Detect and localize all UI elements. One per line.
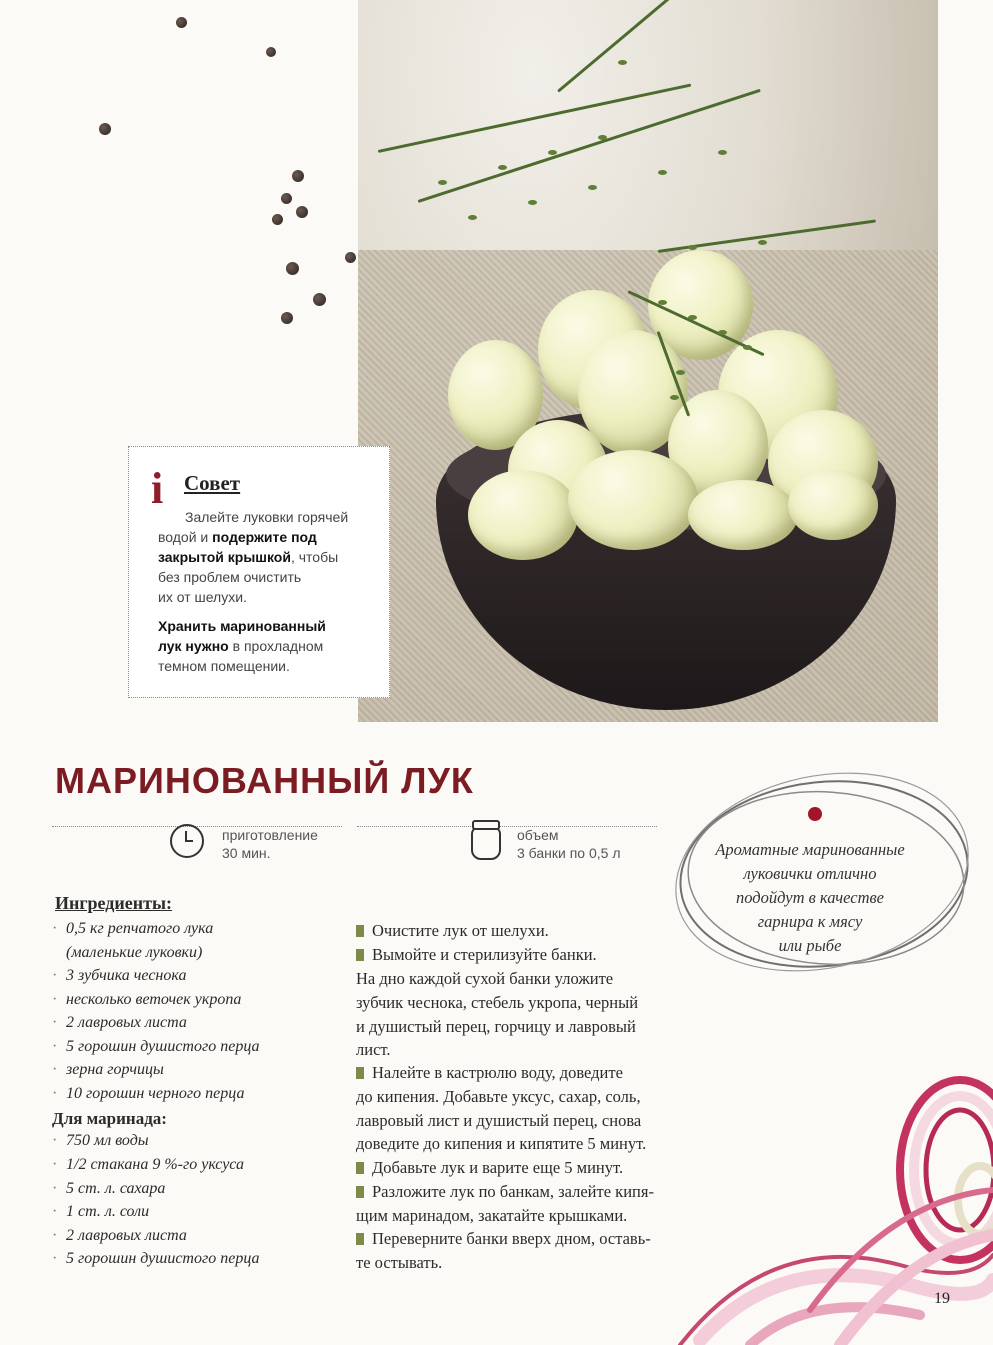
accent-dot [808, 807, 822, 821]
step-line: доведите до кипения и кипятите 5 минут. [356, 1134, 647, 1153]
ingredient-item: · 0,5 кг репчатого лука [52, 920, 214, 937]
ingredients-heading: Ингредиенты: [55, 893, 173, 913]
marinade-item: · 750 мл воды [52, 1132, 149, 1149]
page-number: 19 [934, 1290, 950, 1307]
step-line: лавровый лист и душистый перец, снова [356, 1111, 642, 1130]
step-line: лист. [356, 1040, 391, 1059]
bullet-square-icon [356, 925, 364, 937]
volume: объем 3 банки по 0,5 л [517, 827, 621, 861]
bullet-square-icon [356, 1162, 364, 1174]
step-line: зубчик чеснока, стебель укропа, черный [356, 993, 639, 1012]
step-line: Налейте в кастрюлю воду, доведите [356, 1063, 623, 1083]
step-line: Разложите лук по банкам, залейте кипя- [356, 1182, 654, 1202]
ingredient-item: · 5 горошин душистого перца [52, 1038, 260, 1055]
marinade-item: · 5 горошин душистого перца [52, 1250, 260, 1267]
recipe-title: МАРИНОВАННЫЙ ЛУК [55, 760, 474, 801]
marinade-heading: Для маринада: [52, 1109, 167, 1128]
step-line: те остывать. [356, 1253, 443, 1272]
bullet-square-icon [356, 1067, 364, 1079]
marinade-item: · 1/2 стакана 9 %-го уксуса [52, 1156, 244, 1173]
marinade-item: · 5 ст. л. сахара [52, 1180, 166, 1197]
step-line: Переверните банки вверх дном, оставь- [356, 1229, 651, 1249]
ingredient-item: · несколько веточек укропа [52, 991, 242, 1008]
step-line: щим маринадом, закатайте крышками. [356, 1206, 628, 1225]
info-icon: i [151, 464, 164, 513]
ingredient-item: · 10 горошин черного перца [52, 1085, 245, 1102]
marinade-item: · 2 лавровых листа [52, 1227, 187, 1244]
ingredient-item: · 2 лавровых листа [52, 1014, 187, 1031]
ingredient-item: (маленькие луковки) [66, 944, 203, 961]
tip-title: Совет [184, 471, 241, 495]
prep-time: приготовление 30 мин. [222, 827, 318, 861]
step-line: Очистите лук от шелухи. [356, 921, 549, 941]
bullet-square-icon [356, 1186, 364, 1198]
bullet-square-icon [356, 949, 364, 961]
step-line: Добавьте лук и варите еще 5 минут. [356, 1158, 623, 1178]
tip-text-2: Хранить маринованный лук нужно в прохладном темном помещении. [158, 618, 326, 674]
bullet-square-icon [356, 1233, 364, 1245]
step-line: до кипения. Добавьте уксус, сахар, соль, [356, 1087, 641, 1106]
jar-icon [471, 826, 501, 860]
ingredient-item: · зерна горчицы [52, 1061, 164, 1078]
pickled-onions-photo [358, 0, 938, 722]
step-line: Вымойте и стерилизуйте банки. [356, 945, 597, 965]
serving-quote: Ароматные маринованные луковички отлично подойдут в качестве гарнира к мясу или рыбе [715, 840, 905, 955]
tip-text-1: Залейте луковки горячей водой и подержите под закрытой крышкой, чтобы без проблем очистить их от шелухи. [158, 509, 349, 605]
tip-box [128, 446, 390, 698]
step-line: На дно каждой сухой банки уложите [356, 969, 614, 988]
clock-icon [170, 824, 204, 858]
ingredient-item: · 3 зубчика чеснока [52, 967, 187, 984]
marinade-item: · 1 ст. л. соли [52, 1203, 150, 1220]
step-line: и душистый перец, горчицу и лавровый [356, 1017, 636, 1036]
